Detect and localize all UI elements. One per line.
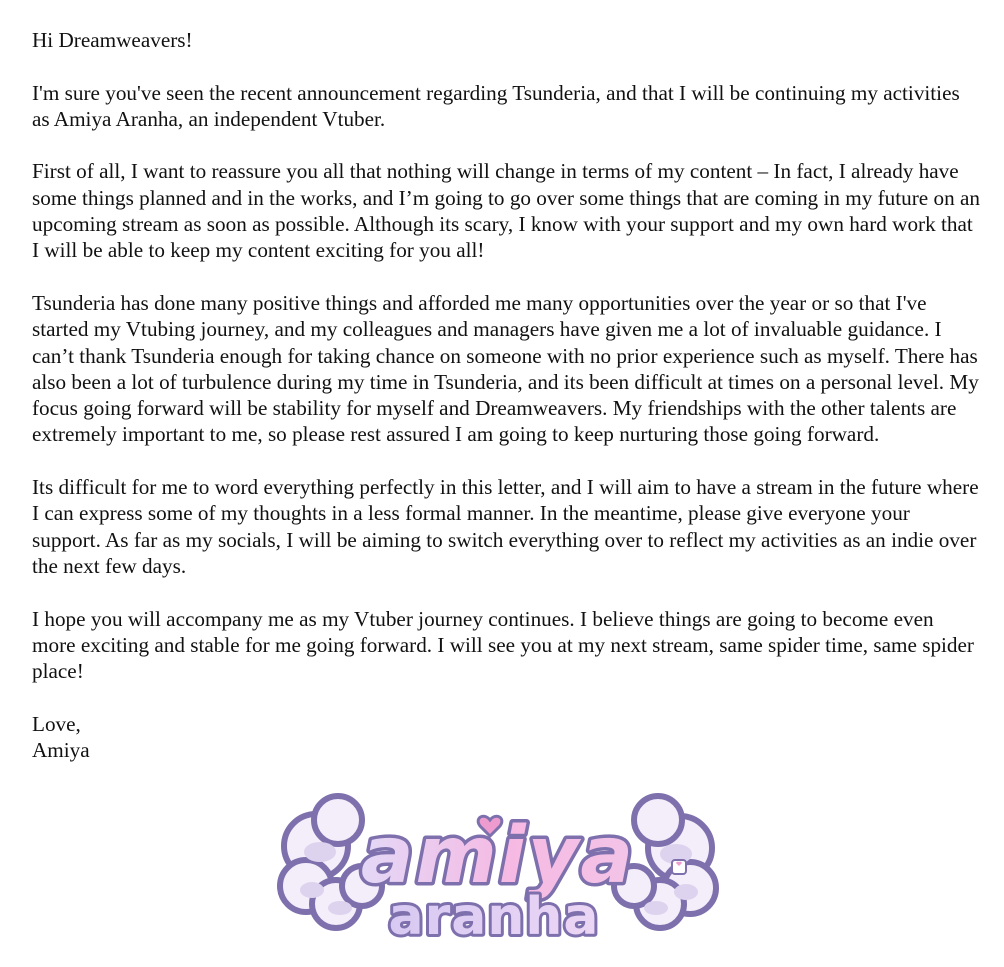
letter-closing: Love,	[32, 711, 81, 736]
letter-paragraph-4: Its difficult for me to word everything perfectly in this letter, and I will aim to have a stream in the future where I can express some of my thoughts in a less formal manner. In the meantime, please give everyone your support. As far as my socials, I will be aiming to switch everything over to reflect my activities as an indie over the next few days.	[32, 475, 979, 578]
logo-artwork	[276, 786, 720, 946]
letter-signature: Amiya	[32, 738, 90, 763]
logo-line-amiya: amiya	[360, 811, 636, 901]
logo-line-aranha: aranha	[388, 887, 600, 946]
letter-paragraph-2: First of all, I want to reassure you all that nothing will change in terms of my content – In fact, I already have some things planned and in the works, and I’m going to go over some things that are coming in my future on an upcoming stream as soon as possible. Although its scary, I know with your support and my own hard work that I will be able to keep my content exciting for you all!	[32, 159, 980, 263]
letter-signoff	[32, 711, 982, 764]
letter-body	[32, 27, 982, 763]
amiya-aranha-logo	[276, 786, 720, 946]
letter-greeting: Hi Dreamweavers!	[32, 28, 193, 52]
letter-paragraph-1: I'm sure you've seen the recent announcement regarding Tsunderia, and that I will be continuing my activities as Amiya Aranha, an independent Vtuber.	[32, 80, 960, 131]
letter-paragraph-5: I hope you will accompany me as my Vtuber journey continues. I believe things are going to become even more exciting and stable for me going forward. I will see you at my next stream, same spider time, same spider place!	[32, 606, 974, 684]
letter-paragraph-3: Tsunderia has done many positive things and afforded me many opportunities over the year or so that I've started my Vtubing journey, and my colleagues and managers have given me a lot of invaluable guidance. I can’t thank Tsunderia enough for taking chance on someone with no prior experience such as myself. There has also been a lot of turbulence during my time in Tsunderia, and its been difficult at times on a personal level. My focus going forward will be stability for myself and Dreamweavers. My friendships with the other talents are extremely important to me, so please rest assured I am going to keep nurturing those going forward.	[32, 290, 979, 447]
